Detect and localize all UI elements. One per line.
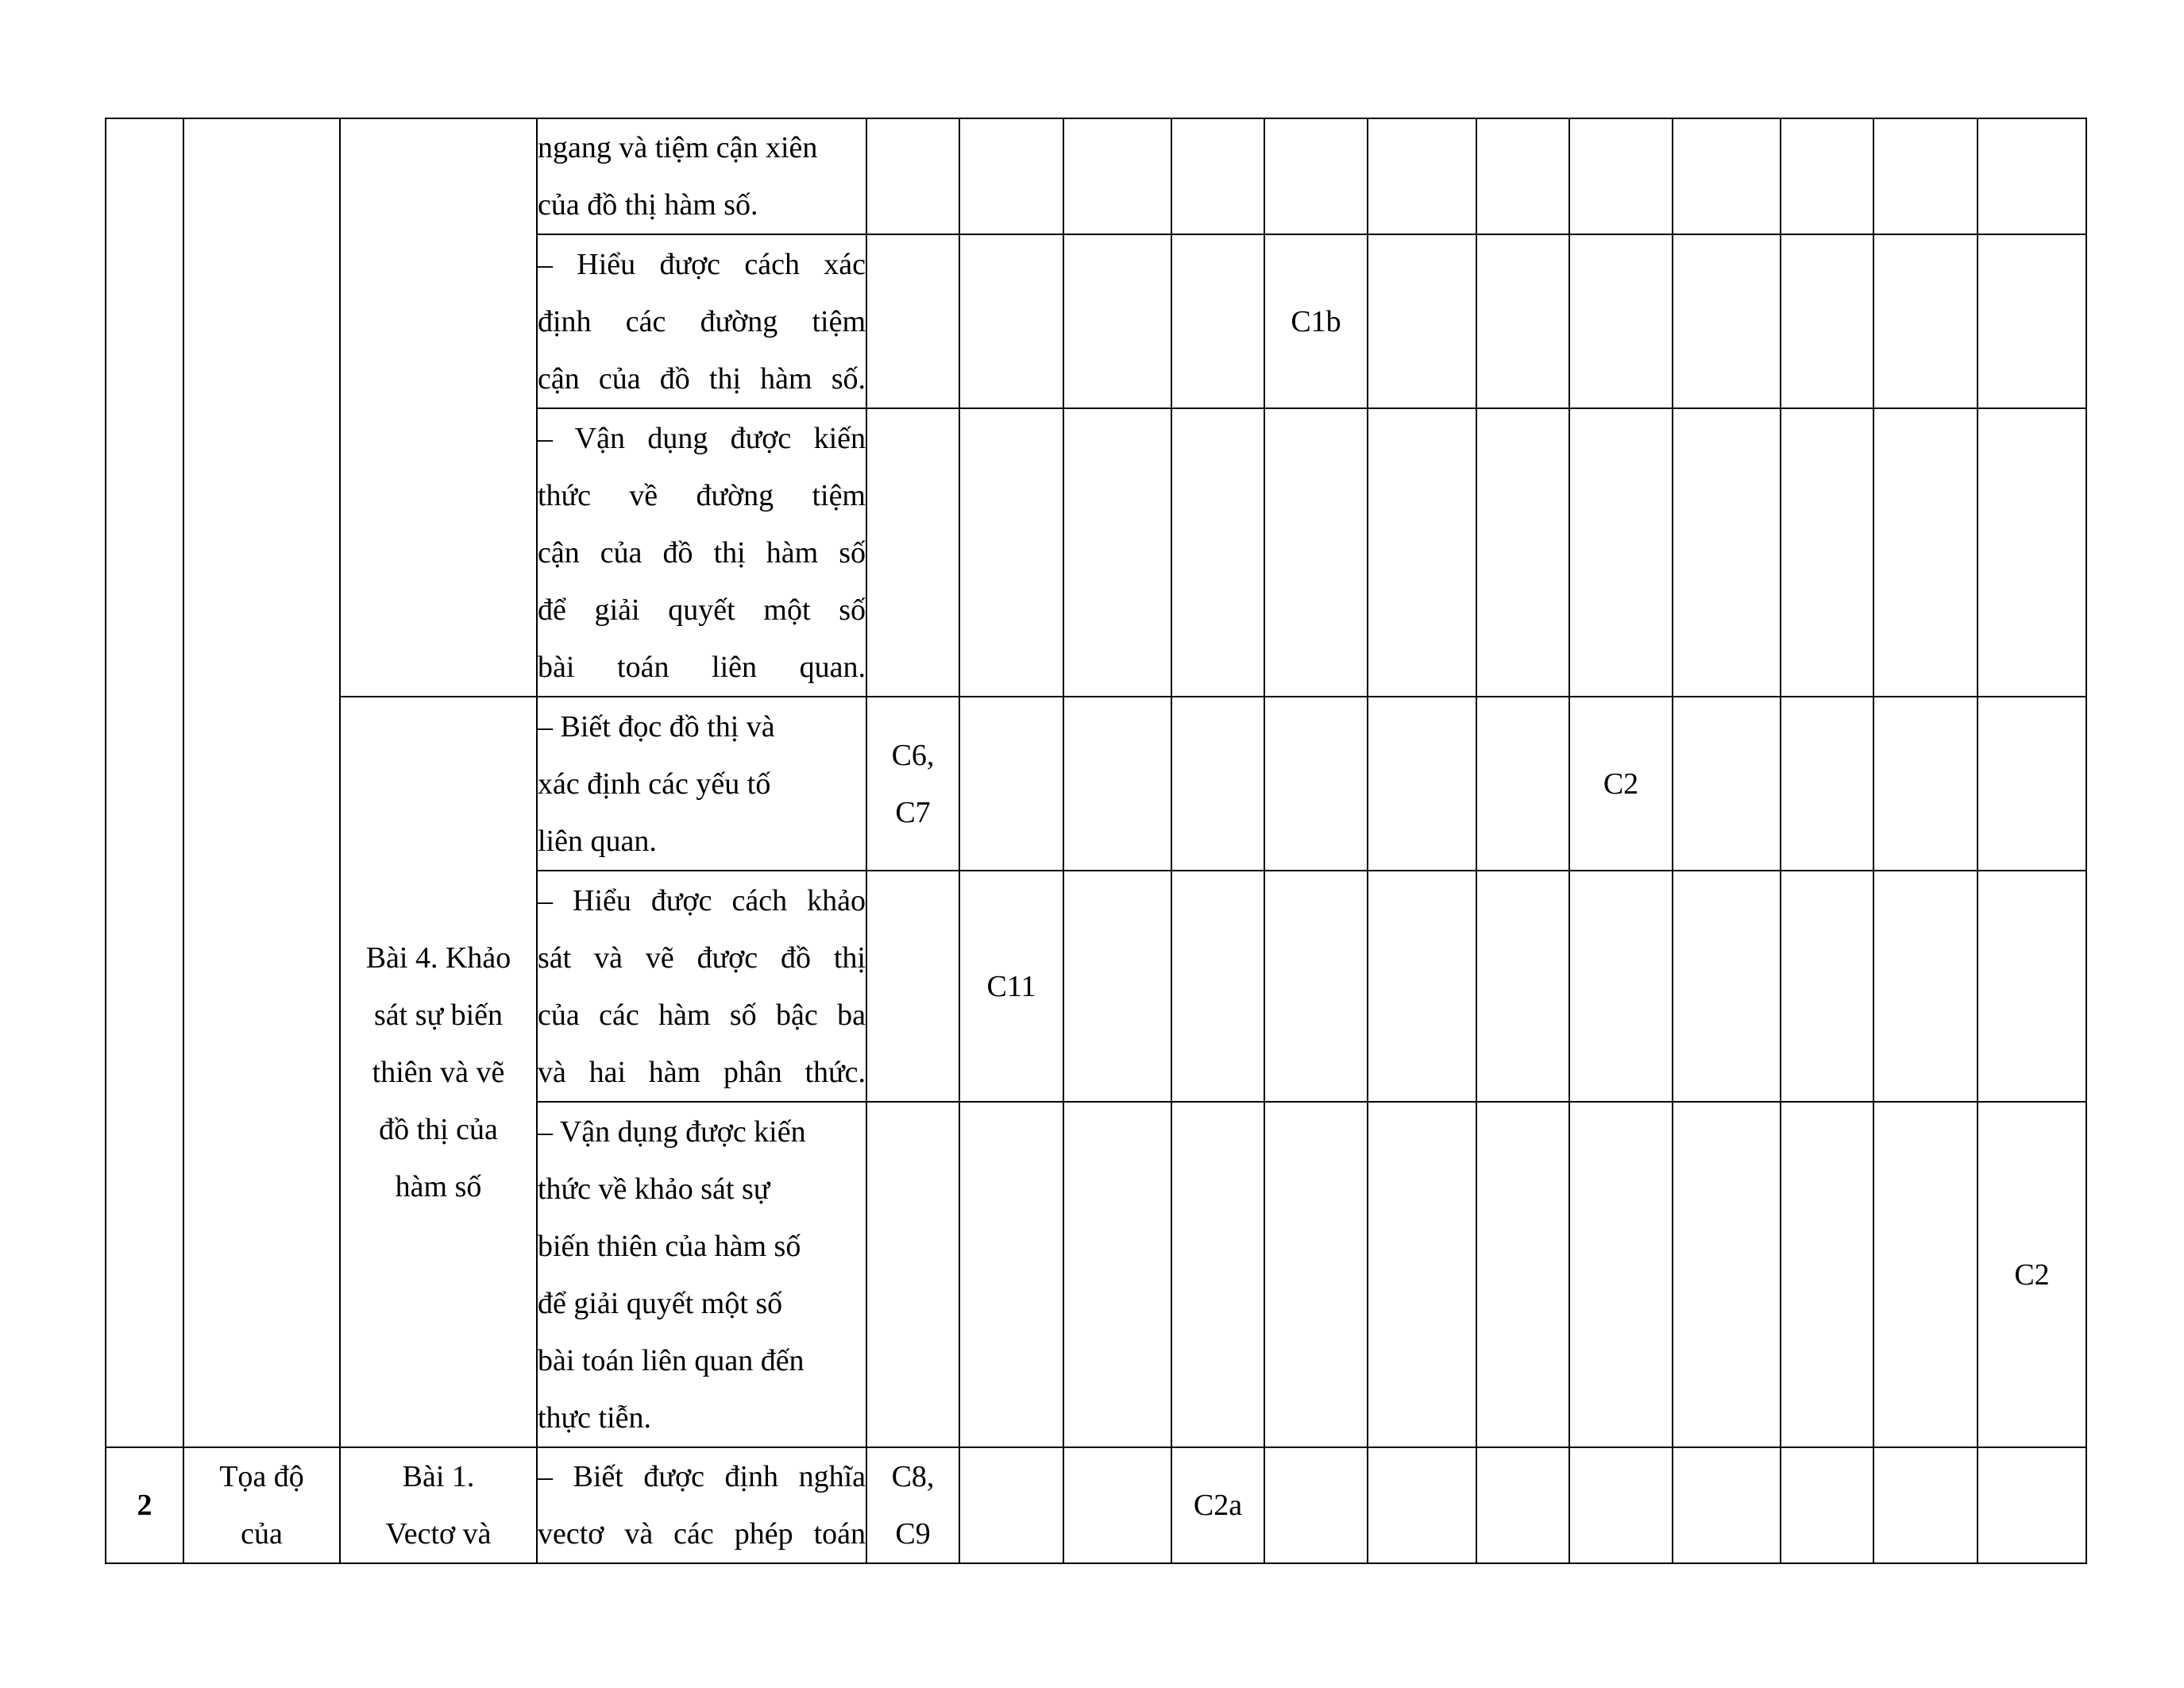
mark-cell [1673,1447,1781,1563]
mark-cell [1781,408,1873,697]
mark-cell [1476,1102,1569,1447]
specification-table [105,118,2087,1564]
mark-cell [1569,118,1673,234]
lesson-cell [340,697,537,1447]
topic-cell [183,1447,340,1563]
mark-cell [1368,1447,1476,1563]
objective-cell [537,871,866,1102]
mark-cell [1873,1102,1978,1447]
mark-cell [959,234,1063,408]
question-code: C11 [986,969,1036,1003]
mark-cell [1781,234,1873,408]
table-row [106,1447,2086,1563]
mark-cell [866,871,959,1102]
mark-cell [1873,697,1978,871]
chapter-number-cell [106,118,183,1447]
objective-cell [537,408,866,697]
mark-cell [959,697,1063,871]
chapter-number: 2 [106,1447,183,1563]
mark-cell [1873,234,1978,408]
mark-cell [1569,1447,1673,1563]
topic-line: của [241,1517,283,1551]
mark-cell [1873,118,1978,234]
mark-cell [1171,408,1264,697]
mark-cell [1368,234,1476,408]
lesson-line: sát sự biến [373,998,504,1032]
mark-cell [1476,871,1569,1102]
objective-line: vectơ và các phép toán [538,1517,866,1551]
mark-cell [1171,871,1264,1102]
question-code: C2 [1603,767,1639,801]
mark-cell [1368,697,1476,871]
table-row [106,118,2086,234]
topic-line: Tọa độ [219,1460,304,1493]
mark-cell [1673,408,1781,697]
lesson-line: đồ thị của [379,1112,498,1146]
mark-cell [1781,1102,1873,1447]
mark-cell [1873,408,1978,697]
objective-line: cận của đồ thị hàm số [538,535,866,570]
mark-cell [1264,408,1368,697]
mark-cell [1171,234,1264,408]
objective-cell [537,697,866,871]
mark-cell [1673,118,1781,234]
mark-cell [1063,1102,1171,1447]
mark-cell [1368,118,1476,234]
mark-cell [1264,871,1368,1102]
mark-cell [866,1447,959,1563]
objective-line: định các đường tiệm [538,304,866,338]
mark-cell [1781,1447,1873,1563]
mark-cell [1476,697,1569,871]
mark-cell [866,408,959,697]
table-row [106,697,2086,871]
mark-cell [1063,1447,1171,1563]
mark-cell [1569,408,1673,697]
objective-line: của đồ thị hàm số. [538,188,758,222]
mark-cell [1264,118,1368,234]
mark-cell [1171,1102,1264,1447]
question-code: C2 [2014,1257,2050,1292]
lesson-line: Bài 4. Khảo [365,941,511,975]
mark-cell [1063,871,1171,1102]
mark-cell [1264,697,1368,871]
mark-cell [1781,118,1873,234]
objective-line: – Biết đọc đồ thị và [538,709,775,744]
objective-line: và hai hàm phân thức. [538,1055,866,1089]
mark-cell [1264,234,1368,408]
mark-cell [1673,234,1781,408]
objective-cell [537,1447,866,1563]
objective-line: để giải quyết một số [538,593,866,627]
lesson-line: hàm số [395,1169,482,1203]
objective-line: – Hiểu được cách xác [538,247,866,281]
mark-cell [959,408,1063,697]
mark-cell [866,1102,959,1447]
mark-cell [1368,408,1476,697]
objective-line: cận của đồ thị hàm số. [538,361,866,396]
mark-cell [1978,234,2086,408]
mark-cell [959,118,1063,234]
question-code: C6, C7 [891,738,935,829]
topic-cell [183,118,340,1447]
mark-cell [1063,118,1171,234]
mark-cell [1569,234,1673,408]
mark-cell [1264,1102,1368,1447]
lesson-line: Bài 1. [402,1460,475,1493]
objective-line: của các hàm số bậc ba [538,998,866,1032]
mark-cell [1368,871,1476,1102]
mark-cell [1171,697,1264,871]
mark-cell [1873,871,1978,1102]
objective-line: xác định các yếu tố [538,767,771,801]
mark-cell [1978,697,2086,871]
objective-line: để giải quyết một số [538,1286,783,1320]
objective-line: liên quan. [538,824,657,858]
mark-cell [866,697,959,871]
mark-cell [1171,1447,1264,1563]
mark-cell [959,1102,1063,1447]
mark-cell [1476,408,1569,697]
mark-cell [866,118,959,234]
objective-line: thức về khảo sát sự [538,1172,770,1206]
objective-cell [537,234,866,408]
question-code: C8, C9 [891,1460,935,1551]
objective-line: thực tiễn. [538,1400,652,1435]
mark-cell [1368,1102,1476,1447]
objective-line: – Vận dụng được kiến [538,421,866,455]
mark-cell [1781,697,1873,871]
mark-cell [1673,1102,1781,1447]
objective-line: thức về đường tiệm [538,478,866,512]
mark-cell [1569,697,1673,871]
lesson-line: thiên và vẽ [372,1055,505,1089]
mark-cell [959,871,1063,1102]
objective-line: – Biết được định nghĩa [538,1460,866,1493]
objective-line: bài toán liên quan. [538,650,866,684]
mark-cell [1781,871,1873,1102]
mark-cell [1476,118,1569,234]
mark-cell [1063,697,1171,871]
objective-line: – Vận dụng được kiến [538,1114,806,1149]
mark-cell [1476,1447,1569,1563]
question-code: C1b [1291,304,1341,338]
mark-cell [1978,118,2086,234]
objective-line: – Hiểu được cách khảo [538,883,866,917]
objective-line: ngang và tiệm cận xiên [538,131,818,164]
objective-line: bài toán liên quan đến [538,1343,805,1377]
lesson-cell [340,1447,537,1563]
mark-cell [1476,234,1569,408]
mark-cell [1569,1102,1673,1447]
mark-cell [1264,1447,1368,1563]
question-code: C2a [1193,1489,1243,1522]
lesson-line: Vectơ và [385,1517,492,1551]
mark-cell [1673,871,1781,1102]
mark-cell [1978,408,2086,697]
mark-cell [866,234,959,408]
mark-cell [1978,1447,2086,1563]
mark-cell [1978,871,2086,1102]
objective-cell [537,1102,866,1447]
objective-line: sát và vẽ được đồ thị [538,941,866,975]
mark-cell [1569,871,1673,1102]
lesson-cell [340,118,537,697]
mark-cell [1063,408,1171,697]
mark-cell [1063,234,1171,408]
objective-line: biến thiên của hàm số [538,1229,801,1263]
mark-cell [959,1447,1063,1563]
mark-cell [1673,697,1781,871]
mark-cell [1873,1447,1978,1563]
mark-cell [1978,1102,2086,1447]
mark-cell [1171,118,1264,234]
objective-cell [537,118,866,234]
